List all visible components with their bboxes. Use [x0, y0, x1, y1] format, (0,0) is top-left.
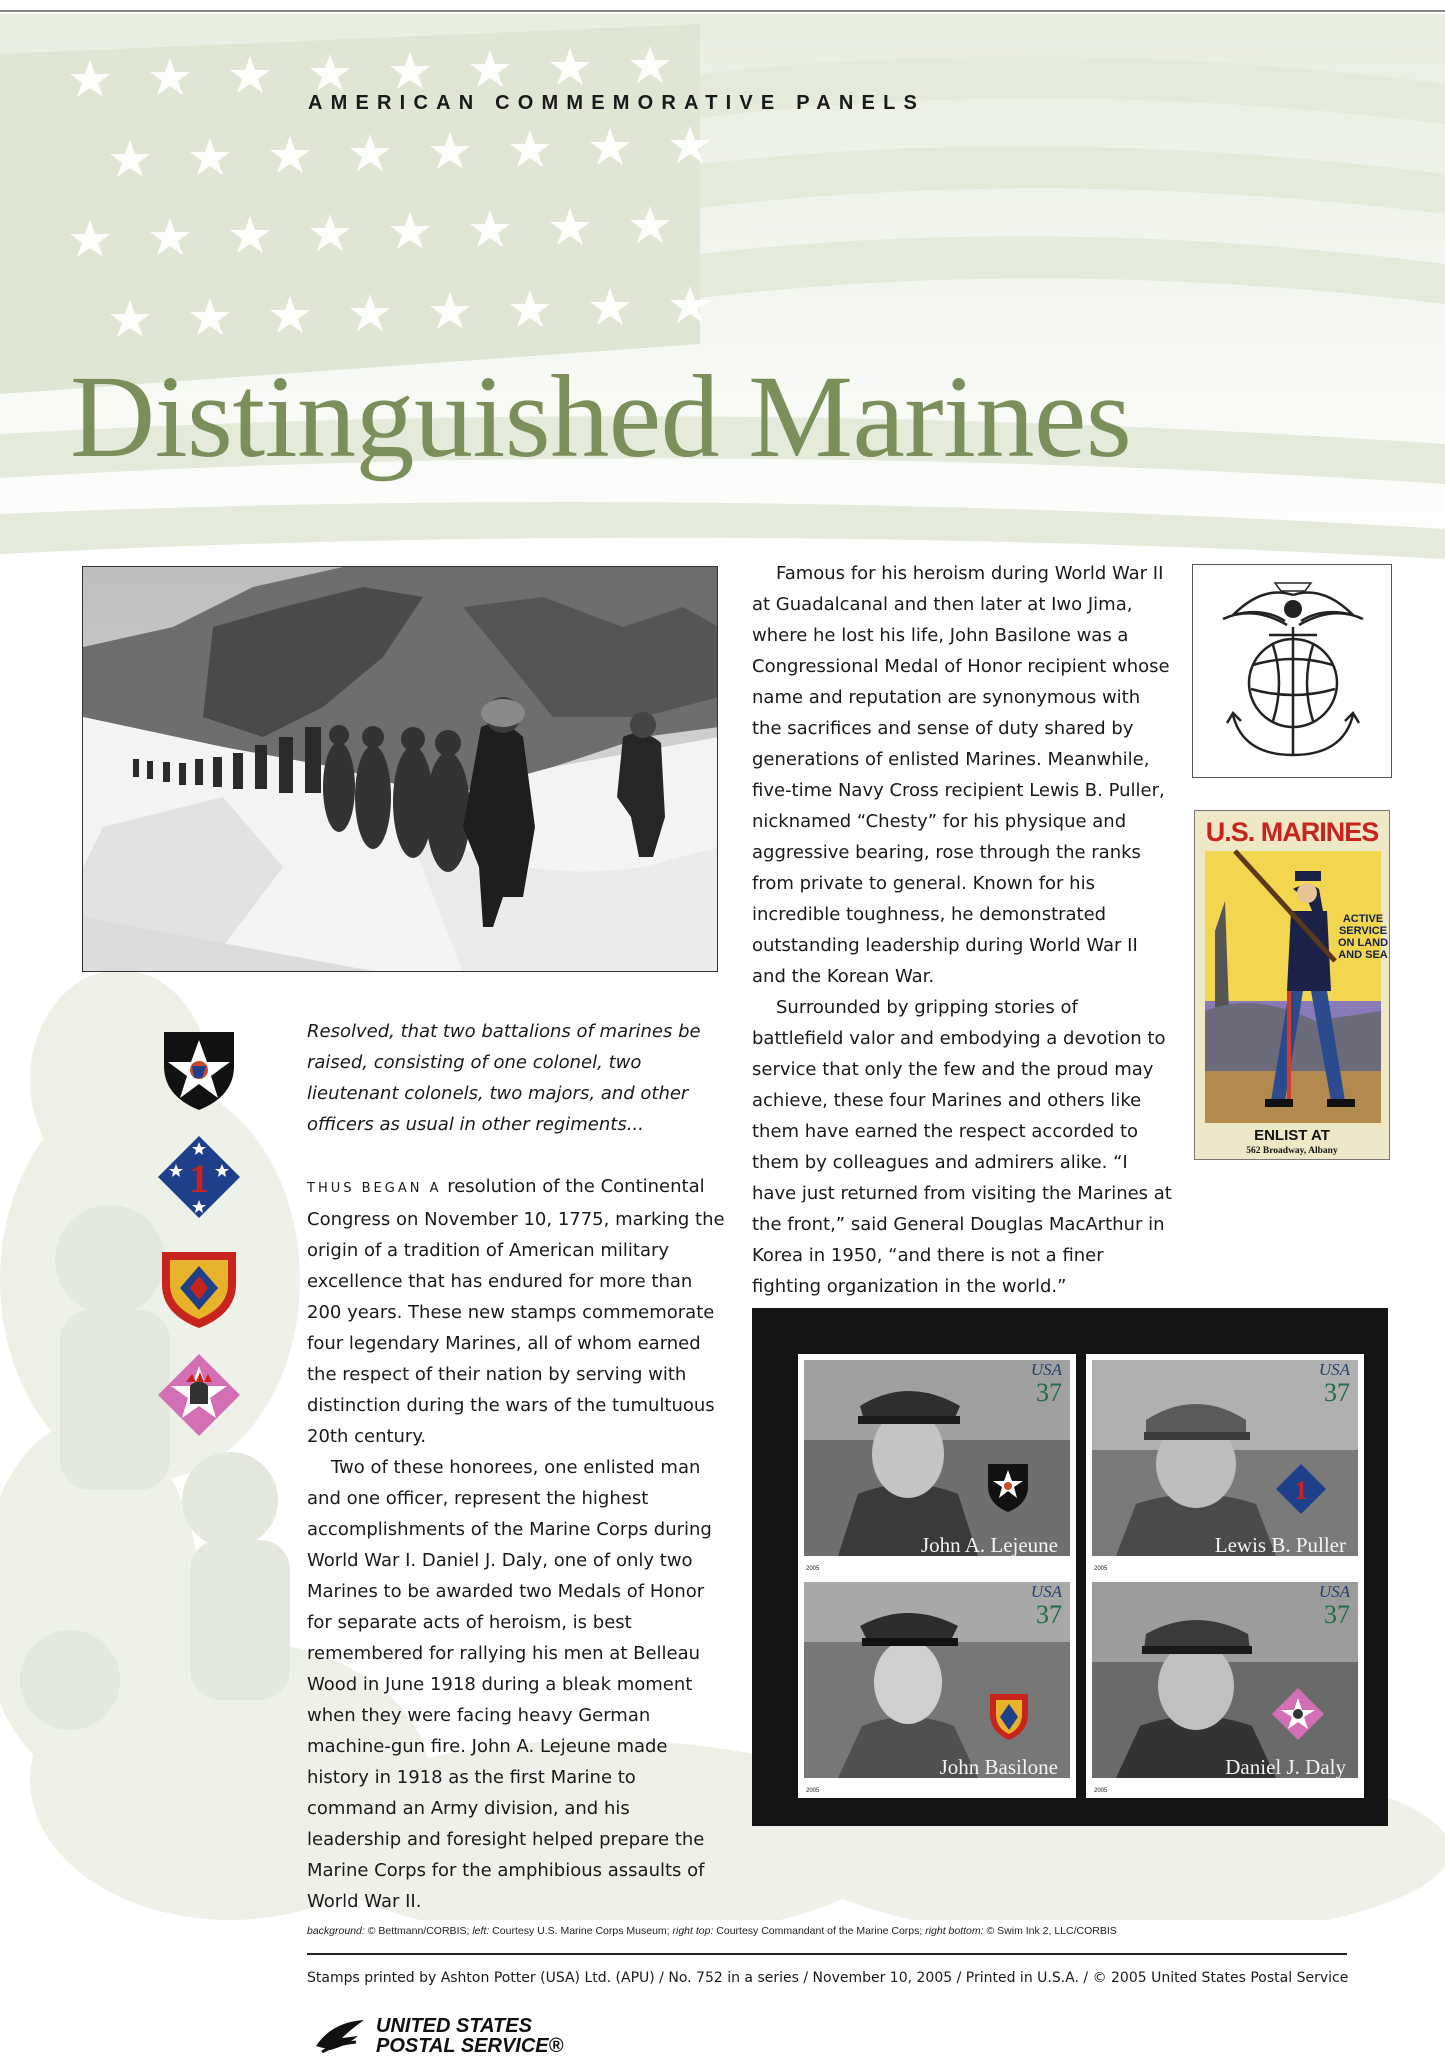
stamp-daly	[1086, 1576, 1364, 1798]
top-rule	[0, 10, 1445, 12]
stamp-denomination: 37	[1036, 1378, 1062, 1407]
usps-wordmark: UNITED STATES POSTAL SERVICE®	[376, 2015, 564, 2057]
stamp-puller	[1086, 1354, 1364, 1576]
resolution-quote: Resolved, that two battalions of marines be raised, consisting of one colonel, two lieutenant colonels, two majors, and other officers as usual in other regiments...	[307, 1021, 701, 1135]
credit-label: left:	[472, 1925, 490, 1937]
first-division-diamond-badge-icon	[156, 1134, 242, 1220]
right-paragraph-2: Surrounded by gripping stories of battlefield valor and embodying a devotion to service that only the few and the proud may achieve, these four Marines and others like them have earned the respect accorded to them by colleagues and admirers alike. “I have just returned from visiting the Marines at the front,” said General Douglas MacArthur in Korea in 1950, “and there is not a finer fighting organization in the world.”	[752, 997, 1172, 1297]
stamp-lejeune	[798, 1354, 1076, 1576]
photo-credits	[307, 1925, 1407, 1937]
svg-text:1: 1	[189, 1156, 209, 1201]
stamp-block	[752, 1308, 1388, 1826]
stamp-name: Lewis B. Puller	[1214, 1533, 1346, 1557]
stamp-denomination: 37	[1324, 1600, 1350, 1629]
credit-label: right bottom:	[925, 1925, 984, 1937]
credit-text: © Swim Ink 2, LLC/CORBIS	[983, 1925, 1117, 1937]
usps-eagle-logo-icon	[312, 2016, 368, 2056]
left-paragraph-2: Two of these honorees, one enlisted man and one officer, represent the highest accomplishments of the Marine Corps during World War I. Daniel J. Daly, one of only two Marines to be awarded two Medals of Honor for separate acts of heroism, is best remembered for rallying his men at Belleau Wood in June 1918 during a bleak moment when they were facing heavy German machine-gun fire. John A. Lejeune made history in 1918 as the first Marine to command an Army division, and his leadership and foresight helped prepare the Marine Corps for the amphibious assaults of World War II.	[307, 1457, 712, 1912]
credit-text: © Bettmann/CORBIS;	[364, 1925, 473, 1937]
left-body-column	[307, 1171, 727, 1917]
poster-address: 562 Broadway, Albany	[1246, 1146, 1338, 1156]
right-body-column	[752, 558, 1172, 1302]
stamp-name: Daniel J. Daly	[1225, 1755, 1346, 1779]
stamp-name: John A. Lejeune	[920, 1533, 1058, 1557]
stamp-country: USA	[1318, 1582, 1350, 1601]
page-title: Distinguished Marines	[70, 351, 1132, 482]
credit-label: background:	[307, 1925, 365, 1937]
snow-march-photo	[82, 566, 718, 972]
series-title: AMERICAN COMMEMORATIVE PANELS	[308, 92, 926, 114]
eagle-globe-anchor-emblem	[1192, 564, 1392, 778]
poster-title: U.S. MARINES	[1205, 817, 1379, 847]
stamp-year: 2005	[1094, 1566, 1108, 1572]
printer-line: Stamps printed by Ashton Potter (USA) Ltd. (APU) / No. 752 in a series / November 10, 2005 / Printed in U.S.A. / © 2005 United States Postal Service	[307, 1970, 1349, 1986]
footer-rule	[307, 1953, 1347, 1955]
poster-active-service: ACTIVE SERVICE ON LAND AND SEA	[1337, 913, 1389, 961]
indian-head-diamond-badge-icon	[156, 1352, 242, 1438]
stamp-year: 2005	[806, 1566, 820, 1572]
right-paragraph-1: Famous for his heroism during World War II at Guadalcanal and then later at Iwo Jima, where he lost his life, John Basilone was a Congressional Medal of Honor recipient whose name and reputation are synonymous with the sacrifices and sense of duty shared by generations of enlisted Marines. Meanwhile, five-time Navy Cross recipient Lewis B. Puller, nicknamed “Chesty” for his physique and aggressive bearing, rose through the ranks from private to general. Known for his incredible toughness, he demonstrated outstanding leadership during World War II and the Korean War.	[752, 563, 1170, 987]
poster-enlist: ENLIST AT	[1254, 1127, 1330, 1144]
lead-small-caps: THUS BEGAN A	[307, 1181, 442, 1196]
stamp-country: USA	[1030, 1582, 1062, 1601]
credit-label: right top:	[672, 1925, 714, 1937]
stamp-year: 2005	[1094, 1788, 1108, 1794]
left-paragraph-1	[307, 1171, 727, 1452]
stamp-basilone	[798, 1576, 1076, 1798]
credit-text: Courtesy U.S. Marine Corps Museum;	[489, 1925, 673, 1937]
fifth-division-shield-badge-icon	[156, 1244, 242, 1330]
svg-text:1: 1	[1294, 1476, 1308, 1505]
stamp-denomination: 37	[1036, 1600, 1062, 1629]
stamp-country: USA	[1030, 1360, 1062, 1379]
left-paragraph-1-text: resolution of the Continental Congress on November 10, 1775, marking the origin of a tradition of American military excellence that has endured for more than 200 years. These new stamps commemorate four legendary Marines, all of whom earned the respect of their nation by serving with distinction during the wars of the tumultuous 20th century.	[307, 1176, 725, 1447]
stamp-country: USA	[1318, 1360, 1350, 1379]
stamp-denomination: 37	[1324, 1378, 1350, 1407]
second-division-star-badge-icon	[156, 1026, 242, 1112]
stamp-year: 2005	[806, 1788, 820, 1794]
recruiting-poster	[1194, 810, 1390, 1160]
credit-text: Courtesy Commandant of the Marine Corps;	[713, 1925, 926, 1937]
stamp-name: John Basilone	[939, 1755, 1058, 1779]
